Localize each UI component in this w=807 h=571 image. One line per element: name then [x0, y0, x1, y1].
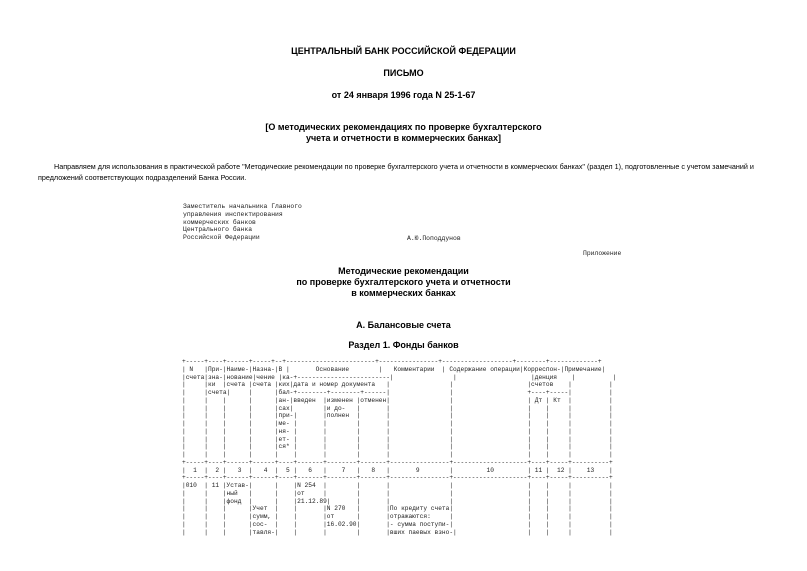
- signer-position: Заместитель начальника Главного управления инспектирования коммерческих банков Центрального банка Российской Федерации: [183, 203, 302, 242]
- appendix-title-line-3: в коммерческих банках: [351, 288, 456, 298]
- org-title: ЦЕНТРАЛЬНЫЙ БАНК РОССИЙСКОЙ ФЕДЕРАЦИИ: [291, 46, 516, 56]
- doc-type: ПИСЬМО: [383, 68, 424, 78]
- body-paragraph: Направляем для использования в практической работе "Методические рекомендации по проверке бухгалтерского учета и отчетности в коммерческих банках" (раздел 1), подготовленные с учетом замечаний и предложений соответствующих подразделений Банка России.: [38, 162, 754, 182]
- section-a-heading: А. Балансовые счета: [356, 320, 451, 330]
- subject-line-2: учета и отчетности в коммерческих банках]: [305, 133, 502, 143]
- signer-name: А.Ю.Поподдунов: [407, 235, 461, 242]
- doc-date-number: от 24 января 1996 года N 25-1-67: [331, 90, 476, 100]
- appendix-label: Приложение: [583, 250, 622, 257]
- appendix-title-line-2: по проверке бухгалтерского учета и отчетности: [296, 277, 511, 287]
- funds-table: +-----+----+------+-----+--+------------------------+----------------+-------------------+--------+-------------+ | N |При-|Наиме-|Назна-|В | Основание | Комментарии | Содержание операции|Корреспон-|Примечание| |счета|зна-|нование|чение |ка-+-------------------------| | |денция | | | |ки |счета |счета |ких|дата и номер документа | | |счетов | | | |счета| | |бал-+--------+--------+------| | +----+-----| | | | | | |ан-|введен |изменен |отменен| | | Дт | Кт | | | | | | |сах| |и до- | | | | | | | | | | | |при-| |полнен | | | | | | | | | | | |ме- | | | | | | | | | | | | | |ня- | | | | | | | | | | | | | |ет- | | | | | | | | | | | | | |ся* | | | | | | | | | | | | | | | | | | | | | | | +-----+----+------+------+----+-------+--------+-------+----------------+--------------------+----+-----+----------+ | 1 | 2 | 3 | 4 | 5 | 6 | 7 | 8 | 9 | 10 | 11 | 12 | 13 | +-----+----+------+------+----+-------+--------+-------+----------------+--------------------+----+-----+----------+ |010 | 11 |Устав-| | |N 254 | | | | | | | | | | |ный | | |от | | | | | | | | | | |фонд | | |21.12.89| | | | | | | | | | | |Учет | | |N 270 | |По кредиту счета| | | | | | | | |сумм, | | |от | |отражаются: | | | | | | | | |сос- | | |16.02.90| |- сумма поступи-| | | | | | | | |тавля-| | | | |вших паевых взно-| | | | |: [182, 358, 617, 536]
- section-1-heading: Раздел 1. Фонды банков: [348, 340, 459, 350]
- subject-line-1: [О методических рекомендациях по проверке бухгалтерского: [265, 122, 542, 132]
- appendix-title-line-1: Методические рекомендации: [338, 266, 469, 276]
